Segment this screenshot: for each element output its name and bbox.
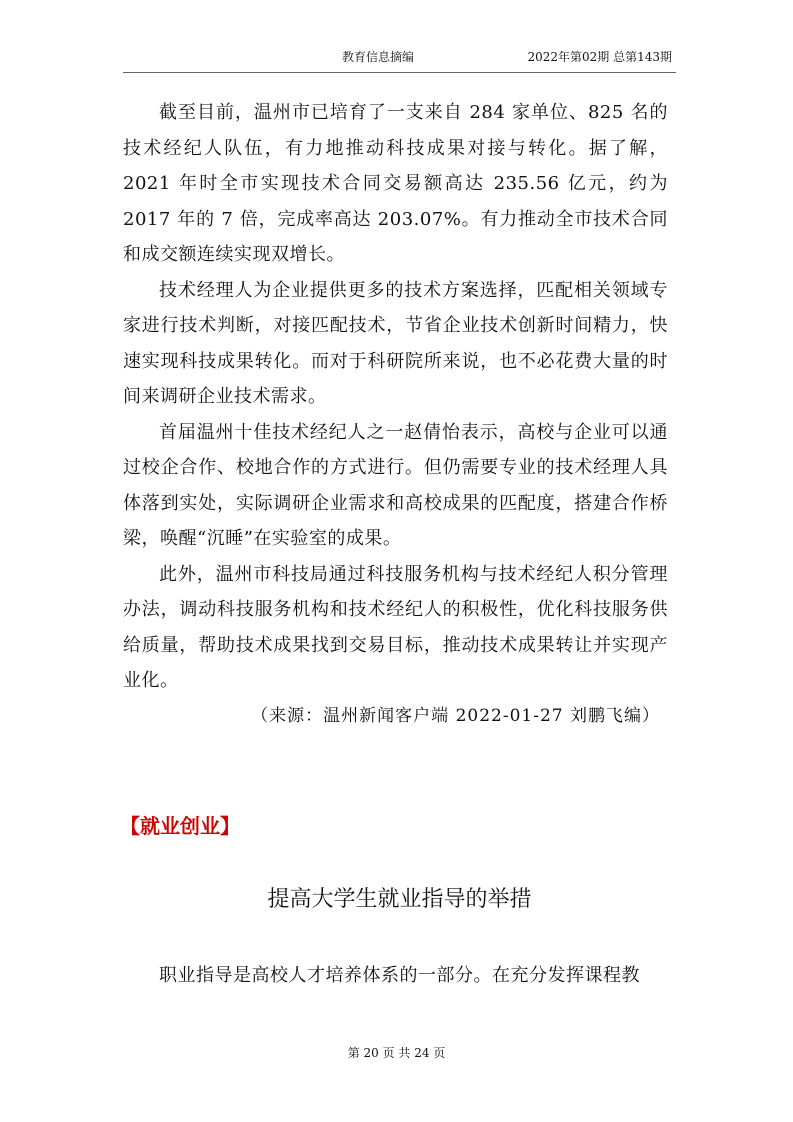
paragraph: 截至目前，温州市已培育了一支来自 284 家单位、825 名的技术经纪人队伍，有力地推动科技成果对接与转化。据了解，2021 年时全市实现技术合同交易额高达 235.56 亿元，约为 2017 年的 7 倍，完成率高达 203.07%。有力推动全市技术合同和成交额连续实现双增长。: [123, 102, 668, 265]
article-title: 提高大学生就业指导的举措: [267, 887, 532, 912]
issue-number: 2022年第02期 总第143期: [527, 50, 672, 64]
lead-paragraph-wrap: [123, 958, 668, 994]
page-header: [342, 48, 672, 66]
page-number: 第 20 页 共 24 页: [347, 1046, 446, 1060]
lead-paragraph: 职业指导是高校人才培养体系的一部分。在充分发挥课程教: [159, 965, 640, 986]
section-tag: 【就业创业】: [120, 814, 240, 838]
source-citation: （来源：温州新闻客户端 2022-01-27 刘鹏飞编）: [251, 705, 660, 726]
article-body: [123, 95, 668, 734]
journal-name: 教育信息摘编: [342, 50, 415, 64]
header-rule: [123, 72, 676, 73]
paragraph: 此外，温州市科技局通过科技服务机构与技术经纪人积分管理办法，调动科技服务机构和技术经纪人的积极性，优化科技服务供给质量，帮助技术成果找到交易目标，推动技术成果转让并实现产业化。: [123, 563, 668, 691]
paragraph: 首届温州十佳技术经纪人之一赵倩怡表示，高校与企业可以通过校企合作、校地合作的方式进行。但仍需要专业的技术经理人具体落到实处，实际调研企业需求和高校成果的匹配度，搭建合作桥梁，唤醒“沉睡”在实验室的成果。: [123, 421, 668, 549]
paragraph: 技术经理人为企业提供更多的技术方案选择，匹配相关领域专家进行技术判断，对接匹配技术，节省企业技术创新时间精力，快速实现科技成果转化。而对于科研院所来说，也不必花费大量的时间来调研企业技术需求。: [123, 279, 668, 407]
